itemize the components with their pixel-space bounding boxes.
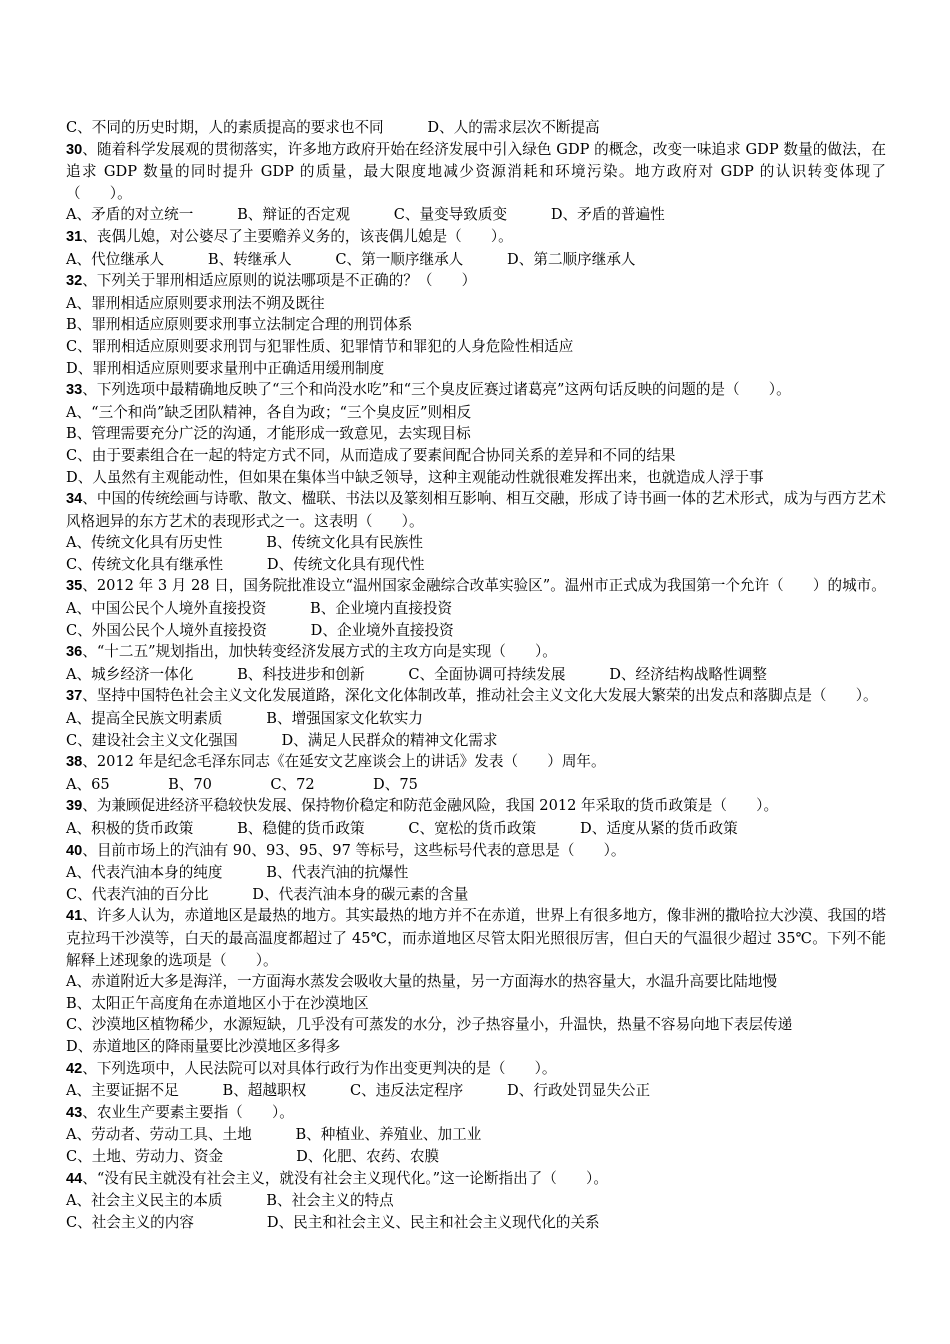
question-number: 41 xyxy=(66,908,83,925)
question-40 xyxy=(66,840,886,906)
option-line: A、提高全民族文明素质 B、增强国家文化软实力 xyxy=(66,710,423,728)
question-37 xyxy=(66,685,886,751)
option-line: B、太阳正午高度角在赤道地区小于在沙漠地区 xyxy=(66,994,369,1012)
question-number: 44 xyxy=(66,1170,83,1187)
question-stem xyxy=(66,226,886,249)
question-stem xyxy=(66,795,886,818)
question-text: 、许多人认为，赤道地区是最热的地方。其实最热的地方并不在赤道，世界上有很多地方，像非洲的撒哈拉大沙漠、我国的塔克拉玛干沙漠等，白天的最高温度都超过了 45℃，而赤道地区尽管太阳光照很厉害，但白天的气温很少超过 35℃。下列不能解释上述现象的选项是（ ）。 xyxy=(66,907,886,969)
question-number: 30 xyxy=(66,141,83,158)
question-33 xyxy=(66,379,886,488)
option-line: A、社会主义民主的本质 B、社会主义的特点 xyxy=(66,1192,394,1210)
option-line: C、由于要素组合在一起的特定方式不同，从而造成了要素间配合协同关系的差异和不同的结果 xyxy=(66,446,676,464)
option-line: B、管理需要充分广泛的沟通，才能形成一致意见，去实现目标 xyxy=(66,425,471,443)
question-text: 、下列关于罪刑相适应原则的说法哪项是不正确的？（ ） xyxy=(82,272,477,290)
question-stem xyxy=(66,751,886,774)
question-text: 、下列选项中，人民法院可以对具体行政行为作出变更判决的是（ ）。 xyxy=(82,1059,557,1077)
question-31 xyxy=(66,226,886,270)
option-line: A、“三个和尚”缺乏团队精神，各自为政；“三个臭皮匠”则相反 xyxy=(66,403,472,421)
option-line: A、积极的货币政策 B、稳健的货币政策 C、宽松的货币政策 D、适度从紧的货币政策 xyxy=(66,820,738,837)
question-number: 39 xyxy=(66,798,83,815)
option-line: A、代表汽油本身的纯度 B、代表汽油的抗爆性 xyxy=(66,864,409,882)
question-stem xyxy=(66,685,886,708)
question-text: 、“十二五”规划指出，加快转变经济发展方式的主攻方向是实现（ ）。 xyxy=(82,643,557,661)
question-39 xyxy=(66,795,886,839)
option-line: C、代表汽油的百分比 D、代表汽油本身的碳元素的含量 xyxy=(66,885,469,903)
question-38 xyxy=(66,751,886,795)
question-text: 、2012 年是纪念毛泽东同志《在延安文艺座谈会上的讲话》发表（ ）周年。 xyxy=(82,753,606,771)
question-number: 37 xyxy=(66,688,83,705)
question-stem xyxy=(66,488,886,532)
question-41 xyxy=(66,905,886,1057)
question-text: 、“没有民主就没有社会主义，就没有社会主义现代化。”这一论断指出了（ ）。 xyxy=(82,1169,608,1187)
question-number: 34 xyxy=(66,491,83,508)
option-line: C、建设社会主义文化强国 D、满足人民群众的精神文化需求 xyxy=(66,731,498,749)
question-stem xyxy=(66,840,886,863)
question-text: 、为兼顾促进经济平稳较快发展、保持物价稳定和防范金融风险，我国 2012 年采取的货币政策是（ ）。 xyxy=(82,797,779,815)
option-line: D、赤道地区的降雨量要比沙漠地区多得多 xyxy=(66,1037,341,1055)
question-text: 、2012 年 3 月 28 日，国务院批准设立“温州国家金融综合改革实验区”。温州市正式成为我国第一个允许（ ）的城市。 xyxy=(82,577,886,595)
question-number: 32 xyxy=(66,273,83,290)
question-stem xyxy=(66,1168,886,1191)
option-line: A、劳动者、劳动工具、土地 B、种植业、养殖业、加工业 xyxy=(66,1126,482,1144)
option-line: C、沙漠地区植物稀少，水源短缺，几乎没有可蒸发的水分，沙子热容量小，升温快，热量不容易向地下表层传递 xyxy=(66,1016,793,1034)
question-stem xyxy=(66,1058,886,1081)
question-text: 、坚持中国特色社会主义文化发展道路，深化文化体制改革，推动社会主义文化大发展大繁荣的出发点和落脚点是（ ）。 xyxy=(82,687,878,705)
question-text: 、丧偶儿媳，对公婆尽了主要赡养义务的，该丧偶儿媳是（ ）。 xyxy=(82,227,513,245)
option-line: A、赤道附近大多是海洋，一方面海水蒸发会吸收大量的热量，另一方面海水的热容量大，水温升高要比陆地慢 xyxy=(66,973,778,991)
question-stem xyxy=(66,379,886,402)
question-36 xyxy=(66,641,886,685)
question-32 xyxy=(66,270,886,379)
question-stem xyxy=(66,905,886,971)
option-line: A、主要证据不足 B、超越职权 C、违反法定程序 D、行政处罚显失公正 xyxy=(66,1082,651,1100)
question-stem xyxy=(66,575,886,598)
question-stem xyxy=(66,270,886,293)
question-35 xyxy=(66,575,886,641)
option-line: D、人虽然有主观能动性，但如果在集体当中缺乏领导，这种主观能动性就很难发挥出来，也就造成人浮于事 xyxy=(66,468,764,486)
option-line: A、矛盾的对立统一 B、辩证的否定观 C、量变导致质变 D、矛盾的普遍性 xyxy=(66,206,665,224)
question-number: 33 xyxy=(66,382,83,399)
option-line: A、中国公民个人境外直接投资 B、企业境内直接投资 xyxy=(66,600,453,618)
exam-page xyxy=(66,117,886,1233)
question-number: 43 xyxy=(66,1104,83,1121)
option-line: A、传统文化具有历史性 B、传统文化具有民族性 xyxy=(66,534,423,552)
question-number: 42 xyxy=(66,1060,83,1077)
question-42 xyxy=(66,1058,886,1102)
question-stem xyxy=(66,641,886,664)
question-stem xyxy=(66,139,886,205)
option-line: C、社会主义的内容 D、民主和社会主义、民主和社会主义现代化的关系 xyxy=(66,1213,600,1231)
lead-option-line: C、不同的历史时期，人的素质提高的要求也不同 D、人的需求层次不断提高 xyxy=(66,119,600,136)
question-30 xyxy=(66,139,886,226)
question-text: 、随着科学发展观的贯彻落实，许多地方政府开始在经济发展中引入绿色 GDP 的概念，改变一味追求 GDP 数量的做法，在追求 GDP 数量的同时提升 GDP 的质量，最大限度地减少资源消耗和环境污染。地方政府对 GDP 的认识转变体现了（ ）。 xyxy=(66,140,886,202)
option-line: C、罪刑相适应原则要求刑罚与犯罪性质、犯罪情节和罪犯的人身危险性相适应 xyxy=(66,337,574,355)
question-43 xyxy=(66,1102,886,1168)
option-line: A、罪刑相适应原则要求刑法不朔及既往 xyxy=(66,294,325,312)
question-stem xyxy=(66,1102,886,1125)
option-line: C、土地、劳动力、资金 D、化肥、农药、农膜 xyxy=(66,1147,440,1165)
option-line: C、传统文化具有继承性 D、传统文化具有现代性 xyxy=(66,555,425,573)
question-number: 40 xyxy=(66,842,83,859)
option-line: A、城乡经济一体化 B、科技进步和创新 C、全面协调可持续发展 D、经济结构战略性调整 xyxy=(66,665,767,683)
question-text: 、下列选项中最精确地反映了“三个和尚没水吃”和“三个臭皮匠赛过诸葛亮”这两句话反映的问题的是（ ）。 xyxy=(82,381,791,399)
question-44 xyxy=(66,1168,886,1234)
question-text: 、中国的传统绘画与诗歌、散文、楹联、书法以及篆刻相互影响、相互交融，形成了诗书画一体的艺术形式，成为与西方艺术风格迥异的东方艺术的表现形式之一。这表明（ ）。 xyxy=(66,490,886,530)
question-34 xyxy=(66,488,886,575)
option-line: D、罪刑相适应原则要求量刑中正确适用缓刑制度 xyxy=(66,359,385,377)
question-number: 31 xyxy=(66,228,83,245)
question-number: 38 xyxy=(66,754,83,771)
option-line: B、罪刑相适应原则要求刑事立法制定合理的刑罚体系 xyxy=(66,316,413,334)
question-text: 、农业生产要素主要指（ ）。 xyxy=(82,1103,294,1121)
question-number: 35 xyxy=(66,578,83,595)
option-line: A、65 B、70 C、72 D、75 xyxy=(66,775,418,793)
option-line: C、外国公民个人境外直接投资 D、企业境外直接投资 xyxy=(66,621,454,639)
question-text: 、目前市场上的汽油有 90、93、95、97 等标号，这些标号代表的意思是（ ）。 xyxy=(82,841,626,859)
question-number: 36 xyxy=(66,644,83,661)
question-list xyxy=(66,139,886,1234)
option-line: A、代位继承人 B、转继承人 C、第一顺序继承人 D、第二顺序继承人 xyxy=(66,250,636,268)
